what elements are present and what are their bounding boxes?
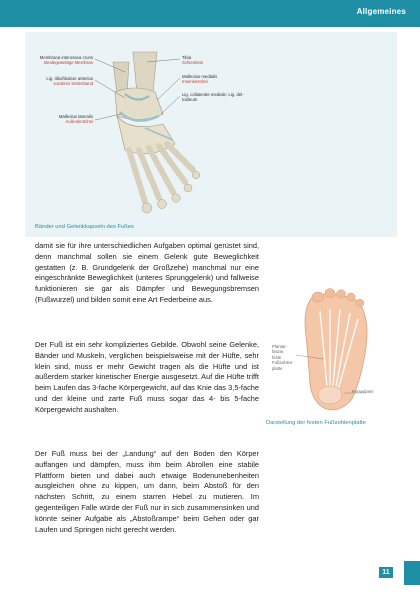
label-lig-tibiofibulare: Lig. tibiofibulare anterius vorderes Seitenband — [46, 76, 93, 87]
sole-plate-figure — [266, 287, 390, 417]
figure2-caption: Darstellung der festen Fußsohlenplatte — [266, 420, 366, 426]
label-tibia: Tibia Schienbein — [182, 55, 204, 66]
paragraph-1: damit sie für ihre unterschiedlichen Aufgaben optimal gerüstet sind, denn manchmal sollen sie einem Gelenk gute Beweglichkeit gestatten (z. B. Grundgelenk der Großzehe) manchmal nur eine eingeschränkte Beweglichkeit (unteres Sprunggelenk) und fallweise funktionieren sie gar als Dämpfer und Bewegungsbremsen (Fußwurzel) und bilden somit eine Art Federbeine aus. — [35, 241, 259, 304]
paragraph-3: Der Fuß muss bei der „Landung“ auf den Boden den Körper auffangen und dämpfen, muss ihm beim Abrollen eine stabile Plattform bieten und dabei auch etwaige Bodenunebenheiten ausgleichen ohne zu kippen, um dann, beim Abstoß für den nächsten Schritt, zu einem starren Hebel zu mutieren. Im gegenteiligen Falle würde der Fuß nur in sich zusammensinken und könnte seiner Aufgabe als „Abstoßrampe“ beim Gehen oder gar Laufen und Springen nicht gerecht werden. — [35, 449, 259, 534]
paragraph-2: Der Fuß ist ein sehr kompliziertes Gebilde. Obwohl seine Gelenke, Bänder und Muskeln, verglichen beispielsweise mit der Hüfte, sehr klein sind, muss er mehr Gewicht tragen als die Hüfte und ist außerdem starker kinetischer Energie ausgesetzt. Auf die Hüfte trifft beim Laufen das 3-fache Körpergewicht, auf das Knie das 3,5-fache und der kleine und zarte Fuß muss sogar das 4- bis 5-fache Körpergewicht aushalten. — [35, 340, 259, 414]
label-malleolus-lateralis: Malleolus lateralis Außenknöchel — [58, 114, 93, 125]
label-membrana: Membrana interossea cruris Bindegewebige Membran — [39, 55, 93, 66]
label-fersenbein: Fersenbein — [352, 389, 374, 394]
figure1-caption: Bänder und Gelenkkapseln des Fußes — [35, 224, 134, 230]
label-lig-collaterale: Lig. collaterale mediale; Lig. del- toideum — [182, 92, 244, 103]
section-title: Allgemeines — [356, 7, 406, 16]
side-tab — [404, 561, 420, 585]
foot-ligaments-figure — [25, 32, 397, 237]
label-plantarfaszie: Plantar- faszie, feste Fußsohlen- platte — [272, 344, 294, 371]
label-malleolus-medialis: Malleolus medialis Innenknöchel — [182, 74, 218, 85]
header-bar — [0, 0, 420, 27]
page-number: 11 — [379, 567, 393, 578]
